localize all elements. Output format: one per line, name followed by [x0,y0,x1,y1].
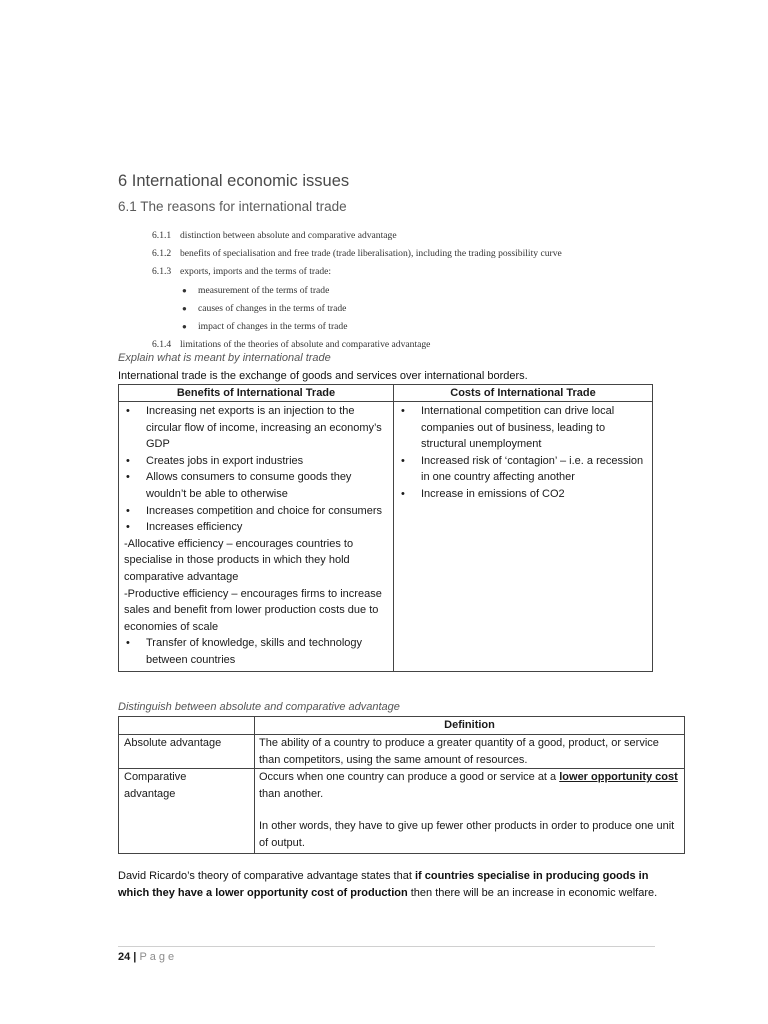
blank-header [119,717,255,735]
ricardo-emphasis: if countries specialise in producing goods in which they have a lower opportunity cost of production [118,870,649,899]
comparative-definition-extra: In other words, they have to give up fewer other products in order to produce one unit of output. [259,820,675,849]
benefit-item: • Allows consumers to consume goods they wouldn’t be able to otherwise [126,471,352,500]
benefit-detail: -Productive efficiency – encourages firms to increase sales and benefit from lower production costs due to economies of scale [124,587,382,633]
spec-item: 6.1.1 distinction between absolute and comparative advantage [152,230,397,241]
benefit-detail: -Allocative efficiency – encourages countries to specialise in those products in which they hold comparative advantage [124,537,354,583]
lower-opportunity-cost-emphasis: lower opportunity cost [559,771,678,784]
benefit-item: • Transfer of knowledge, skills and technology between countries [126,637,363,666]
question-international-trade: Explain what is meant by international trade [118,352,331,364]
benefit-item: • Creates jobs in export industries [126,454,304,467]
page-word: Page [139,951,178,963]
comparative-definition-line: Occurs when one country can produce a good or service at a lower opportunity cost than another. [259,771,678,800]
benefits-header: Benefits of International Trade [119,385,394,402]
spec-item: 6.1.3 exports, imports and the terms of trade: [152,266,332,278]
cost-item: • Increase in emissions of CO2 [401,487,565,500]
comparative-advantage-label: Comparative advantage [119,769,255,853]
footer-separator: | [130,951,140,963]
section-heading: 6 International economic issues [118,172,350,190]
advantage-table [118,716,685,854]
answer-international-trade: International trade is the exchange of goods and services over international borders. [118,370,528,382]
page-number: 24 [118,951,131,963]
spec-item: 6.1.4 limitations of the theories of absolute and comparative advantage [152,339,431,351]
absolute-advantage-label: Absolute advantage [119,735,255,769]
costs-cell [394,402,653,672]
definition-header: Definition [255,717,685,735]
benefits-cell [119,402,394,672]
benefit-item: • Increases efficiency [126,521,243,534]
footer-divider [118,946,655,947]
benefit-item: • Increases competition and choice for consumers [126,504,383,517]
question-advantage: Distinguish between absolute and comparative advantage [118,701,400,713]
section-subheading: 6.1 The reasons for international trade [118,199,347,214]
costs-header: Costs of International Trade [394,385,653,402]
cost-item: • Increased risk of ‘contagion’ – i.e. a recession in one country affecting another [401,454,644,484]
page-footer [118,951,177,963]
ricardo-paragraph: David Ricardo’s theory of comparative advantage states that if countries specialise in producing goods in which they have a lower opportunity cost of production then there will be an increase in economic welfare. [118,870,658,899]
spec-subitem: ● impact of changes in the terms of trade [182,321,348,333]
absolute-advantage-definition: The ability of a country to produce a greater quantity of a good, product, or service than competitors, using the same amount of resources. [255,735,685,769]
spec-list [152,227,562,354]
trade-table [118,384,653,672]
comparative-advantage-definition [255,769,685,853]
spec-item: 6.1.2 benefits of specialisation and free trade (trade liberalisation), including the trading possibility curve [152,248,562,260]
spec-subitem: ● causes of changes in the terms of trade [182,302,347,314]
spec-subitem: ● measurement of the terms of trade [182,284,330,296]
benefit-item: • Increasing net exports is an injection to the circular flow of income, increasing an economy’s GDP [126,405,382,451]
cost-item: • International competition can drive local companies out of business, leading to structural unemployment [401,405,615,451]
